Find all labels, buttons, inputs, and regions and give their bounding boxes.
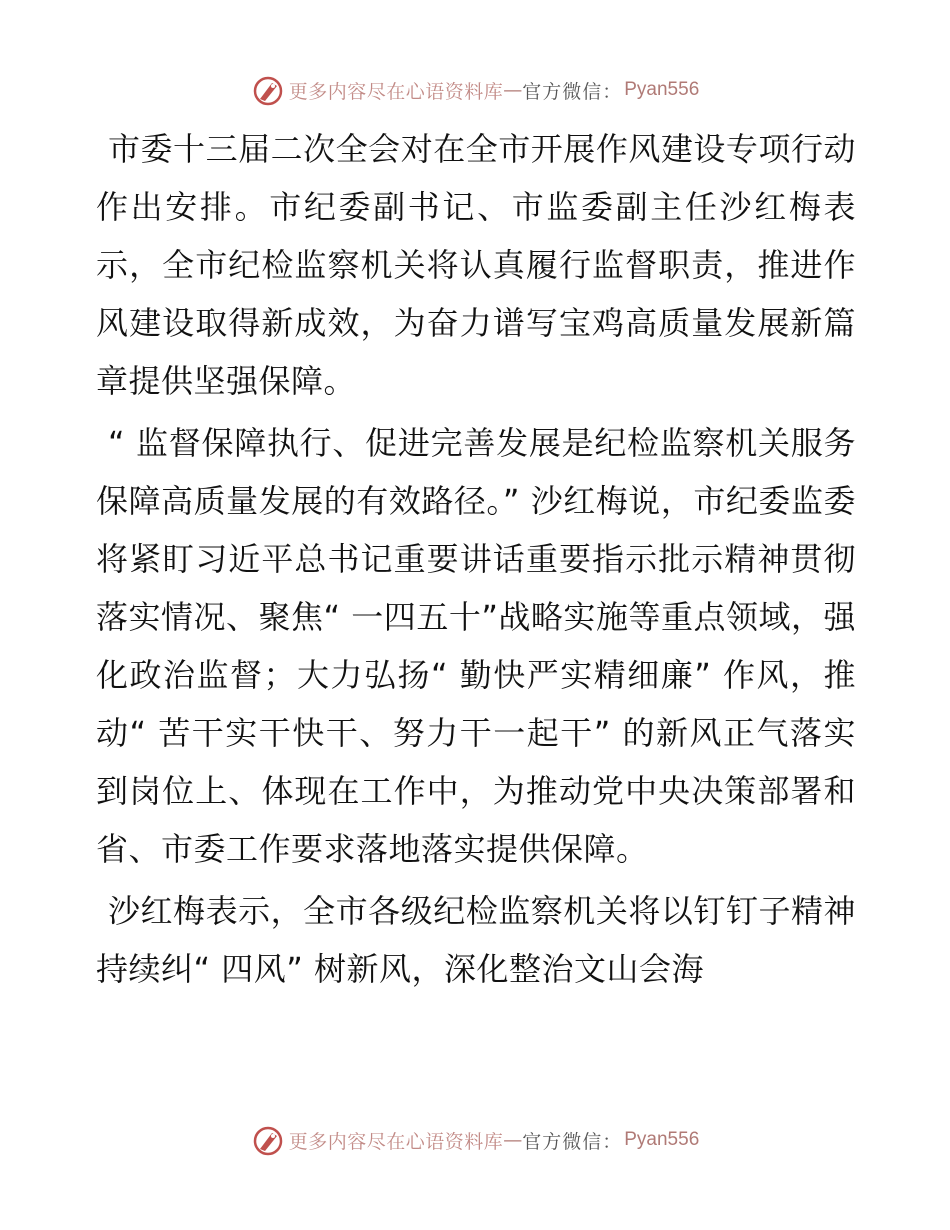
header-wechat-id: Pyan556 (624, 79, 700, 100)
footer-brand-text: 更多内容尽在心语资料库 (288, 1130, 504, 1153)
header-wechat-label: 官方微信： (522, 80, 623, 103)
pen-nib-logo-icon (251, 1123, 285, 1157)
header-separator: — (503, 79, 523, 101)
footer-separator: — (503, 1129, 523, 1151)
pen-nib-logo-icon (251, 73, 285, 107)
footer-wechat-id: Pyan556 (624, 1129, 700, 1150)
document-body (96, 120, 856, 1002)
footer-banner (0, 1120, 950, 1160)
footer-wechat-label: 官方微信： (522, 1130, 623, 1153)
header-brand-text: 更多内容尽在心语资料库 (288, 80, 504, 103)
header-banner (0, 70, 950, 110)
paragraph-2: “ 监督保障执行、促进完善发展是纪检监察机关服务保障高质量发展的有效路径。” 沙红梅说，市纪委监委将紧盯习近平总书记重要讲话重要指示批示精神贯彻落实情况、聚焦“ 一四五十”战略实施等重点领域，强化政治监督；大力弘扬“ 勤快严实精细廉” 作风，推动“ 苦干实干快干、努力干一起干” 的新风正气落实到岗位上、体现在工作中，为推动党中央决策部署和省、市委工作要求落地落实提供保障。 (96, 424, 856, 868)
paragraph-3: 沙红梅表示，全市各级纪检监察机关将以钉钉子精神持续纠“ 四风” 树新风，深化整治文山会海 (96, 892, 856, 988)
paragraph-1: 市委十三届二次全会对在全市开展作风建设专项行动作出安排。市纪委副书记、市监委副主任沙红梅表示，全市纪检监察机关将认真履行监督职责，推进作风建设取得新成效，为奋力谱写宝鸡高质量发展新篇章提供坚强保障。 (96, 130, 856, 400)
